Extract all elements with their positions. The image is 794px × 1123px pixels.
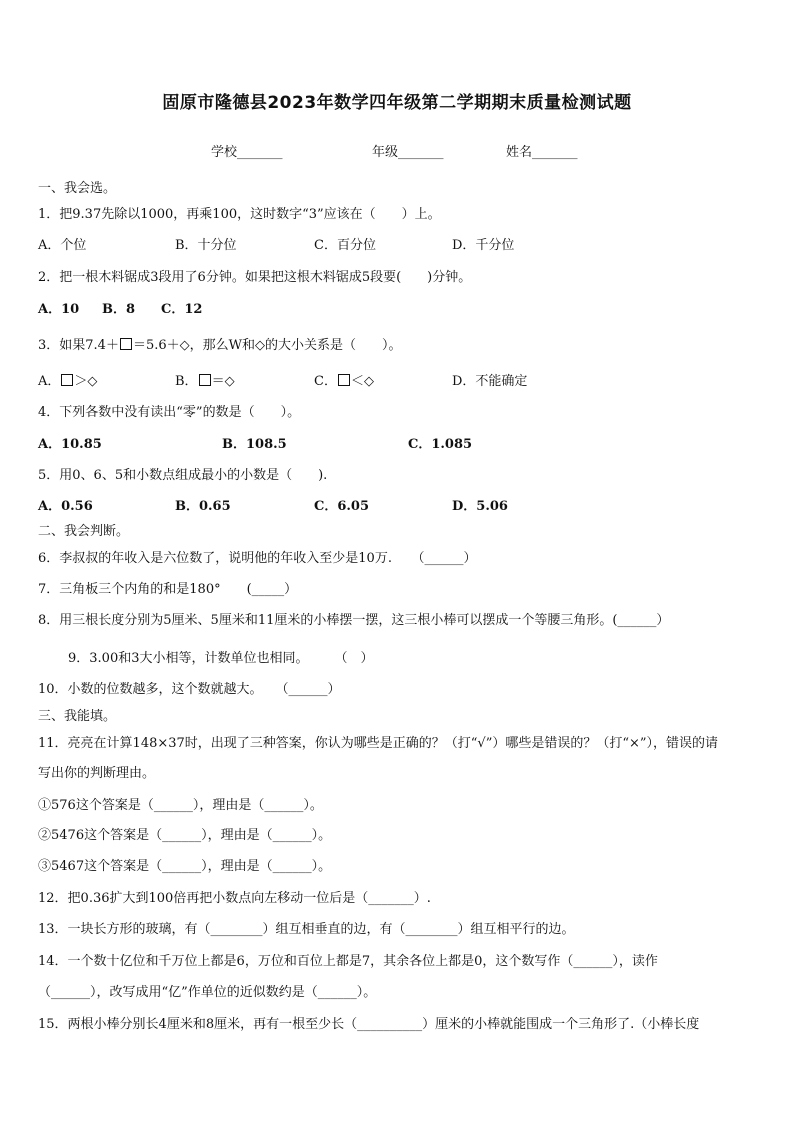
question-6: 6．李叔叔的年收入是六位数了，说明他的年收入至少是10万. （______） [38, 551, 477, 566]
square-icon [61, 374, 73, 386]
q3-option-b-label: B． [175, 374, 198, 389]
q1-option-b: B．十分位 [175, 238, 237, 253]
question-5: 5．用0、6、5和小数点组成最小的小数是（ ). [38, 468, 328, 483]
q3-option-a-text: ＞◇ [74, 374, 98, 389]
question-7: 7．三角板三个内角的和是180° (_____） [38, 582, 298, 597]
page-title: 固原市隆德县2023年数学四年级第二学期期末质量检测试题 [162, 93, 632, 113]
q3-option-a [38, 373, 97, 391]
q4-option-c: C．1.085 [408, 437, 473, 452]
section-heading-3: 三、我能填。 [38, 709, 117, 724]
question-11-line-2: 写出你的判断理由。 [38, 766, 156, 781]
q3-text-prefix: 3．如果7.4＋ [38, 338, 119, 353]
question-11-item-2: ②5476这个答案是（______），理由是（______）。 [38, 828, 332, 843]
name-field: 姓名_______ [506, 145, 578, 160]
q1-option-d: D．千分位 [452, 238, 515, 253]
question-12: 12．把0.36扩大到100倍再把小数点向左移动一位后是（_______）. [38, 891, 431, 906]
question-2: 2．把一根木料锯成3段用了6分钟。如果把这根木料锯成5段要( )分钟。 [38, 270, 472, 285]
q5-option-c: C．6.05 [314, 499, 370, 514]
question-4: 4．下列各数中没有读出“零”的数是（ ）。 [38, 405, 301, 420]
q3-option-c-text: ＜◇ [350, 374, 374, 389]
section-heading-2: 二、我会判断。 [38, 524, 130, 539]
q2-option-c: C．12 [161, 302, 203, 317]
question-11-item-1: ①576这个答案是（______），理由是（______）。 [38, 798, 323, 813]
question-13: 13．一块长方形的玻璃，有（________）组互相垂直的边，有（________）组互相平行的边。 [38, 922, 575, 937]
q5-option-b: B．0.65 [175, 499, 231, 514]
section-heading-1: 一、我会选。 [38, 181, 117, 196]
question-8: 8．用三根长度分别为5厘米、5厘米和11厘米的小棒摆一摆，这三根小棒可以摆成一个等腰三角形。(______） [38, 613, 670, 628]
q3-option-a-label: A． [38, 374, 61, 389]
q1-option-a: A．个位 [38, 238, 87, 253]
q2-option-a: A．10 [38, 302, 80, 317]
q3-text-middle: ＝5.6＋◇，那么W和◇的大小关系是（ ）。 [132, 338, 402, 353]
q3-option-c-label: C． [314, 374, 337, 389]
q3-option-c [314, 373, 374, 391]
grade-field: 年级_______ [372, 145, 444, 160]
q3-option-b [175, 373, 235, 391]
question-10: 10．小数的位数越多，这个数就越大。 （______） [38, 682, 341, 697]
question-11-item-3: ③5467这个答案是（______），理由是（______）。 [38, 859, 332, 874]
q5-option-a: A．0.56 [38, 499, 93, 514]
question-15: 15．两根小棒分别长4厘米和8厘米，再有一根至少长（__________）厘米的小棒就能围成一个三角形了.（小棒长度 [38, 1017, 700, 1032]
q5-option-d: D．5.06 [452, 499, 508, 514]
q4-option-b: B．108.5 [222, 437, 287, 452]
q3-option-d: D．不能确定 [452, 374, 528, 389]
question-14-line-2: （______），改写成用“亿”作单位的近似数约是（______）。 [38, 985, 377, 1000]
question-1: 1．把9.37先除以1000，再乘100，这时数字“3”应该在（ ）上。 [38, 207, 441, 222]
q1-option-c: C．百分位 [314, 238, 376, 253]
school-field: 学校_______ [211, 145, 283, 160]
q3-option-b-text: ＝◇ [211, 374, 235, 389]
square-icon [338, 374, 350, 386]
q4-option-a: A．10.85 [38, 437, 102, 452]
question-11-line-1: 11．亮亮在计算148×37时，出现了三种答案，你认为哪些是正确的？（打“√”）哪些是错误的？（打“×”），错误的请 [38, 736, 719, 751]
question-3 [38, 337, 764, 355]
question-9: 9．3.00和3大小相等，计数单位也相同。 （ ） [68, 651, 374, 666]
q2-option-b: B．8 [102, 302, 136, 317]
square-icon [120, 338, 132, 350]
question-14-line-1: 14．一个数十亿位和千万位上都是6，万位和百位上都是7，其余各位上都是0，这个数写作（______），读作 [38, 954, 658, 969]
square-icon [199, 374, 211, 386]
